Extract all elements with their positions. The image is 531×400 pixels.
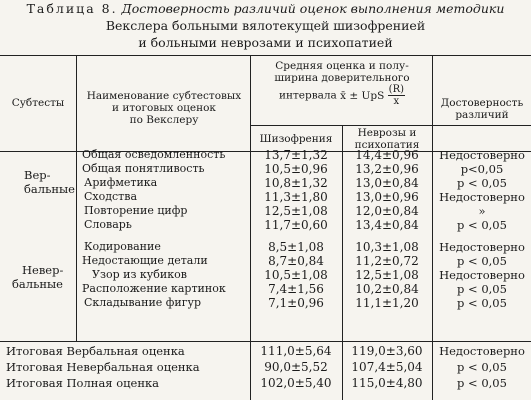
table-cell-neuro: 119,0±3,60 [351,344,423,358]
caption-text-2: Векслера больными вялотекущей шизофренией [105,18,426,33]
table-cell-reliability: Недостоверно [439,268,525,282]
table-caption-line-1 [0,0,531,17]
col-divider-1 [76,55,77,341]
header-subtests: Субтесты [11,97,65,109]
table-cell-reliability: Недостоверно [439,190,525,204]
table-row-name: Недостающие детали [82,254,208,267]
table-row-name: Узор из кубиков [92,268,187,281]
totals-rule [0,341,531,342]
table-cell-neuro: 13,0±0,84 [355,176,419,190]
table-cell-neuro: 11,1±1,20 [355,296,419,310]
table-cell-schizo: 8,7±0,84 [268,254,324,268]
group-label-verbal: Вер- бальные [24,168,75,196]
table-cell-reliability: Недостоверно [439,344,525,358]
table-cell-reliability: Недостоверно [439,148,525,162]
caption-text-1: Достоверность различий оценок выполнения методики [121,1,505,16]
table-row-name: Словарь [84,218,132,231]
mean-subheader-rule [250,125,531,126]
table-row-name: Общая понятливость [82,162,205,175]
table-cell-schizo: 8,5±1,08 [268,240,324,254]
table-row-name: Расположение картинок [82,282,226,295]
table-cell-neuro: 10,3±1,08 [355,240,419,254]
table-cell-schizo: 11,3±1,80 [264,190,328,204]
table-cell-schizo: 90,0±5,52 [264,360,328,374]
table-number: Таблица 8. [26,1,118,16]
table-cell-schizo: 10,5±0,96 [264,162,328,176]
table-cell-reliability: р < 0,05 [457,282,507,296]
table-cell-schizo: 102,0±5,40 [260,376,332,390]
col-divider-2 [250,55,251,400]
table-cell-reliability: Недостоверно [439,240,525,254]
table-row-name: Складывание фигур [84,296,202,309]
table-cell-schizo: 13,7±1,32 [264,148,328,162]
table-cell-reliability: р < 0,05 [457,360,507,374]
table-row-name: Сходства [84,190,138,203]
table-cell-neuro: 107,4±5,04 [351,360,423,374]
table-cell-neuro: 13,2±0,96 [355,162,419,176]
col-divider-3 [342,125,343,400]
table-cell-schizo: 11,7±0,60 [264,218,328,232]
table-cell-neuro: 10,2±0,84 [355,282,419,296]
table-cell-schizo: 111,0±5,64 [260,344,332,358]
table-cell-neuro: 115,0±4,80 [351,376,423,390]
table-cell-reliability: р < 0,05 [457,176,507,190]
header-name: Наименование субтестовых и итоговых оценок по Векслеру [86,90,242,126]
table-cell-reliability: р < 0,05 [457,254,507,268]
table-cell-schizo: 10,5±1,08 [264,268,328,282]
total-row-label: Итоговая Вербальная оценка [6,344,185,358]
header-schizophrenia: Шизофрения [259,133,333,145]
table-cell-schizo: 7,4±1,56 [268,282,324,296]
table-cell-schizo: 7,1±0,96 [268,296,324,310]
table-cell-neuro: 11,2±0,72 [355,254,419,268]
table-top-rule [0,55,531,56]
table-cell-reliability: » [478,204,486,218]
table-cell-neuro: 12,5±1,08 [355,268,419,282]
col-divider-4 [432,55,433,400]
table-cell-neuro: 13,0±0,96 [355,190,419,204]
header-mean: Средняя оценка и полу- ширина доверительного интервала x̄ ± UpS $\frac{(R)}{x}$ [274,60,410,107]
table-cell-schizo: 12,5±1,08 [264,204,328,218]
table-cell-neuro: 13,4±0,84 [355,218,419,232]
caption-text-3: и больными неврозами и психопатией [138,35,393,50]
total-row-label: Итоговая Полная оценка [6,376,160,390]
header-neuroses: Неврозы и психопатия [354,127,420,151]
table-cell-reliability: р<0,05 [460,162,504,176]
total-row-label: Итоговая Невербальная оценка [6,360,200,374]
table-cell-reliability: р < 0,05 [457,376,507,390]
header-reliability: Достоверность различий [440,97,524,121]
table-cell-neuro: 12,0±0,84 [355,204,419,218]
table-cell-schizo: 10,8±1,32 [264,176,328,190]
group-label-nonverbal: Невер- бальные [12,263,64,291]
table-row-name: Общая осведомленность [82,148,226,161]
table-row-name: Арифметика [84,176,158,189]
table-row-name: Кодирование [84,240,161,253]
table-row-name: Повторение цифр [84,204,188,217]
mean-formula: x̄ ± UpS $\frac{(R)}{x}$ [340,84,405,107]
table-cell-reliability: р < 0,05 [457,218,507,232]
table-cell-reliability: р < 0,05 [457,296,507,310]
table-cell-neuro: 14,4±0,96 [355,148,419,162]
